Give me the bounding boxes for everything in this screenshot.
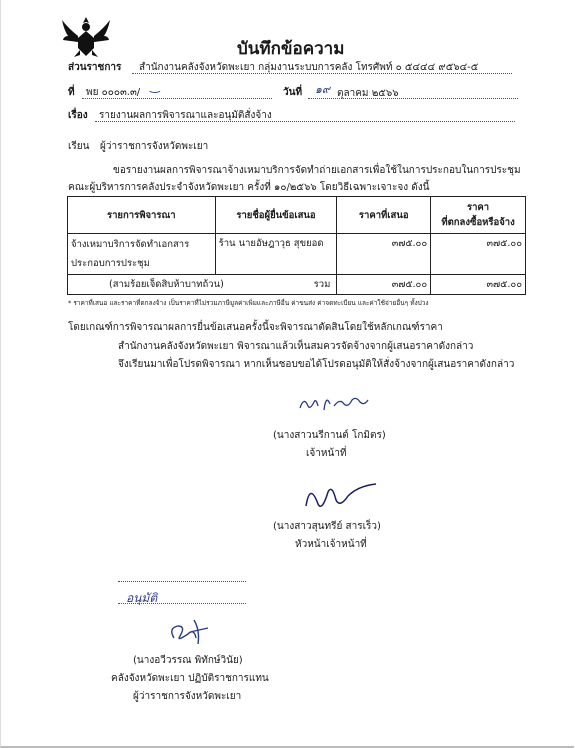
to-label: เรียน <box>68 141 90 152</box>
total-label: รวม <box>313 279 331 290</box>
approval-dotted-line-1 <box>118 581 246 582</box>
signature-2-name: (นางสาวสุนทรีย์ สารเร็ว) <box>273 521 381 532</box>
body-line-1: โดยเกณฑ์การพิจารณาผลการยื่นข้อเสนอครั้งนี้จะพิจารณาตัดสินโดยใช้หลักเกณฑ์ราคา <box>68 322 443 333</box>
header-agreed-bottom: ที่ตกลงซื้อหรือจ้าง <box>441 217 515 228</box>
header-agreed <box>431 197 526 234</box>
row-item <box>68 234 216 275</box>
subject-value: รายงานผลการพิจารณาและอนุมัติสั่งจ้าง <box>99 110 272 121</box>
body-line-3: จึงเรียนมาเพื่อโปรดพิจารณา หากเห็นชอบขอได้โปรดอนุมัติให้สั่งจ้างจากผู้เสนอราคาดังกล่าว <box>118 359 515 370</box>
subject-label: เรื่อง <box>68 110 88 121</box>
date-label: วันที่ <box>283 87 303 98</box>
header-agreed-top: ราคา <box>467 202 490 213</box>
header-offer: ราคาที่เสนอ <box>337 197 431 234</box>
date-underline <box>308 98 518 99</box>
body-line-2: สำนักงานคลังจังหวัดพะเยา พิจารณาแล้วเห็นสมควรจัดจ้างจากผู้เสนอราคาดังกล่าว <box>118 341 474 352</box>
total-offer: ๓๗๕.๐๐ <box>337 275 431 295</box>
table-row <box>68 234 526 275</box>
signature-1-name: (นางสาวนรีกานต์ โกมิตร) <box>273 430 386 441</box>
table-total-row <box>68 275 526 295</box>
signature-3-line-2: ผู้ว่าราชการจังหวัดพะเยา <box>133 691 242 702</box>
approval-handwritten-note: อนุมัติ <box>126 591 158 605</box>
signature-2-scribble <box>300 478 380 514</box>
intro-line-2: คณะผู้บริหารการคลังประจำจังหวัดพะเยา ครั้งที่ ๑๐/๒๕๖๖ โดยวิธีเฉพาะเจาะจง ดังนี้ <box>68 182 430 193</box>
row-offer: ๓๗๕.๐๐ <box>337 234 431 275</box>
date-day: ๑๙ <box>315 83 331 96</box>
number-label: ที่ <box>68 87 75 98</box>
number-handwritten-mark: ‿ <box>150 79 160 93</box>
section-label: ส่วนราชการ <box>68 62 122 73</box>
bid-table <box>67 196 526 295</box>
signature-1-title: เจ้าหน้าที่ <box>306 448 347 459</box>
subject-underline <box>95 121 515 122</box>
signature-3-line-1: คลังจังหวัดพะเยา ปฏิบัติราชการแทน <box>111 673 269 684</box>
row-item-line-2: ประกอบการประชุม <box>71 258 150 269</box>
signature-2-title: หัวหน้าเจ้าหน้าที่ <box>295 539 367 550</box>
section-underline <box>132 73 512 74</box>
footnote: * ราคาที่เสนอ และราคาที่ตกลงจ้าง เป็นราคาที่ไม่รวมภาษีมูลค่าเพิ่มและภาษีอื่น ค่าขนส่ง ค่าจดทะเบียน และค่าใช้จ่ายอื่นๆ ทั้งปวง <box>68 299 429 307</box>
total-words: (สามร้อยเจ็ดสิบห้าบาทถ้วน) <box>109 279 224 290</box>
row-vendor: ร้าน นายอัษฎาวุธ สุขยอด <box>215 234 337 275</box>
header-vendor: รายชื่อผู้ยื่นข้อเสนอ <box>215 197 337 234</box>
row-agreed: ๓๗๕.๐๐ <box>431 234 526 275</box>
to-value: ผู้ว่าราชการจังหวัดพะเยา <box>100 141 209 152</box>
number-underline <box>82 98 272 99</box>
approval-dotted-line-2 <box>118 603 246 604</box>
total-agreed: ๓๗๕.๐๐ <box>431 275 526 295</box>
signature-1-scribble <box>296 388 371 416</box>
total-cell <box>68 275 337 295</box>
intro-line-1: ขอรายงานผลการพิจารณาจ้างเหมาบริการจัดทำถ่ายเอกสารเพื่อใช้ในการประกอบในการประชุม <box>113 165 521 176</box>
date-value: ตุลาคม ๒๕๖๖ <box>337 88 399 99</box>
table-header-row <box>68 197 526 234</box>
garuda-emblem-icon <box>60 14 112 58</box>
memo-title: บันทึกข้อความ <box>237 39 345 59</box>
header-item: รายการพิจารณา <box>68 197 216 234</box>
row-item-line-1: จ้างเหมาบริการจัดทำเอกสาร <box>71 239 190 250</box>
section-value: สำนักงานคลังจังหวัดพะเยา กลุ่มงานระบบการคลัง โทรศัพท์ ๐ ๕๔๔๔ ๙๕๖๔-๕ <box>139 62 479 73</box>
number-value: พย ๐๐๐๓.๓/ <box>86 87 141 98</box>
signature-3-scribble <box>164 614 214 648</box>
signature-3-name: (นางอวีวรรณ พิทักษ์วินัย) <box>133 655 243 666</box>
